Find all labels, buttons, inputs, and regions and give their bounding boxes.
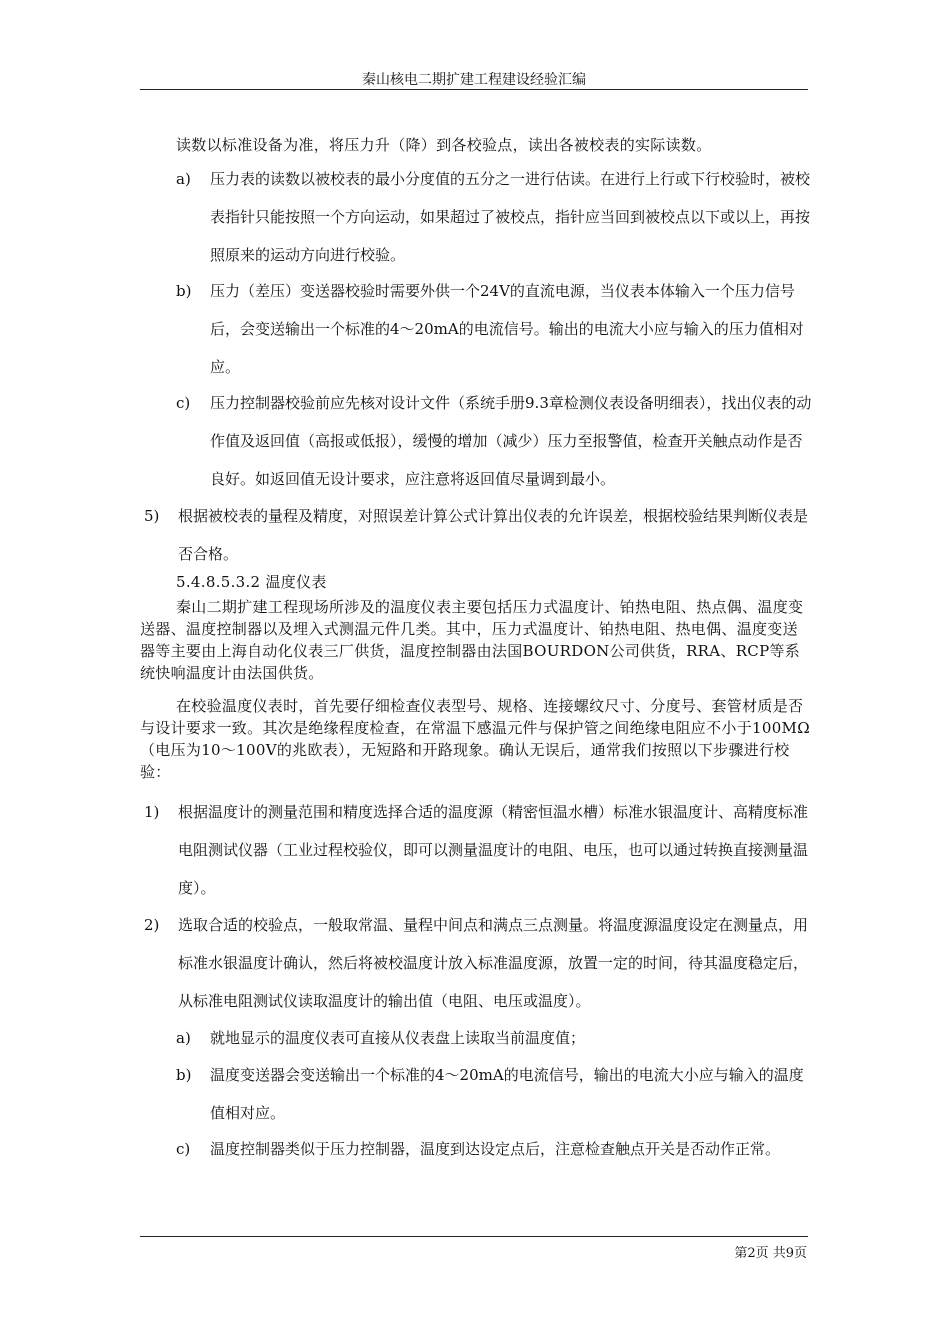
list-marker: a) [176, 1029, 191, 1047]
list-item [140, 793, 812, 907]
list-item-text: 就地显示的温度仪表可直接从仪表盘上读取当前温度值； [210, 1029, 586, 1047]
paragraph: 在校验温度仪表时，首先要仔细检查仪表型号、规格、连接螺纹尺寸、分度号、套管材质是否与设计要求一致。其次是绝缘程度检查，在常温下感温元件与保护管之间绝缘电阻应不小于100MΩ（电压为10～100V的兆欧表），无短路和开路现象。确认无误后，通常我们按照以下步骤进行校验： [140, 697, 810, 781]
header-divider [140, 89, 808, 90]
list-marker: c) [176, 1140, 191, 1158]
page-header-title: 秦山核电二期扩建工程建设经验汇编 [362, 72, 586, 88]
list-marker: b) [176, 1066, 192, 1084]
list-marker: 5) [144, 507, 160, 525]
list-item [140, 497, 812, 573]
list-item-text: 压力表的读数以被校表的最小分度值的五分之一进行估读。在进行上行或下行校验时，被校表指针只能按照一个方向运动，如果超过了被校点，指针应当回到被校点以下或以上，再按照原来的运动方向进行校验。 [210, 170, 811, 264]
list-item [140, 1130, 812, 1168]
list-item [140, 1056, 812, 1132]
list-marker: 1) [144, 803, 160, 821]
list-item-text: 压力（差压）变送器校验时需要外供一个24V的直流电源，当仪表本体输入一个压力信号后，会变送输出一个标准的4～20mA的电流信号。输出的电流大小应与输入的压力值相对应。 [210, 282, 804, 376]
footer-divider [140, 1236, 808, 1237]
paragraph: 秦山二期扩建工程现场所涉及的温度仪表主要包括压力式温度计、铂热电阻、热点偶、温度变送器、温度控制器以及埋入式测温元件几类。其中，压力式温度计、铂热电阻、热电偶、温度变送器等主要由上海自动化仪表三厂供货，温度控制器由法国BOURDON公司供货，RRA、RCP等系统快响温度计由法国供货。 [140, 598, 804, 682]
list-item [140, 384, 812, 498]
list-item [140, 160, 812, 274]
list-marker: 2) [144, 916, 160, 934]
list-item-text: 根据被校表的量程及精度，对照误差计算公式计算出仪表的允许误差，根据校验结果判断仪表是否合格。 [178, 507, 809, 563]
intro-paragraph: 读数以标准设备为准，将压力升（降）到各校验点，读出各被校表的实际读数。 [176, 136, 712, 154]
list-item-text: 温度控制器类似于压力控制器，温度到达设定点后，注意检查触点开关是否动作正常。 [210, 1140, 781, 1158]
list-marker: b) [176, 282, 192, 300]
section-heading: 5.4.8.5.3.2 温度仪表 [176, 573, 327, 591]
list-item-text: 根据温度计的测量范围和精度选择合适的温度源（精密恒温水槽）标准水银温度计、高精度标准电阻测试仪器（工业过程校验仪，即可以测量温度计的电阻、电压，也可以通过转换直接测量温度）。 [178, 803, 809, 897]
list-item-text: 选取合适的校验点，一般取常温、量程中间点和满点三点测量。将温度源温度设定在测量点，用标准水银温度计确认，然后将被校温度计放入标准温度源，放置一定的时间，待其温度稳定后，从标准电阻测试仪读取温度计的输出值（电阻、电压或温度）。 [178, 916, 809, 1010]
list-item-text: 压力控制器校验前应先核对设计文件（系统手册9.3章检测仪表设备明细表），找出仪表的动作值及返回值（高报或低报），缓慢的增加（减少）压力至报警值，检查开关触点动作是否良好。如返回值无设计要求，应注意将返回值尽量调到最小。 [210, 394, 812, 488]
list-item-text: 温度变送器会变送输出一个标准的4～20mA的电流信号，输出的电流大小应与输入的温度值相对应。 [210, 1066, 804, 1122]
list-item [140, 272, 812, 386]
list-marker: a) [176, 170, 191, 188]
list-marker: c) [176, 394, 191, 412]
list-item [140, 906, 812, 1020]
list-item [140, 1019, 812, 1057]
page-number: 第2页 共9页 [734, 1246, 807, 1261]
